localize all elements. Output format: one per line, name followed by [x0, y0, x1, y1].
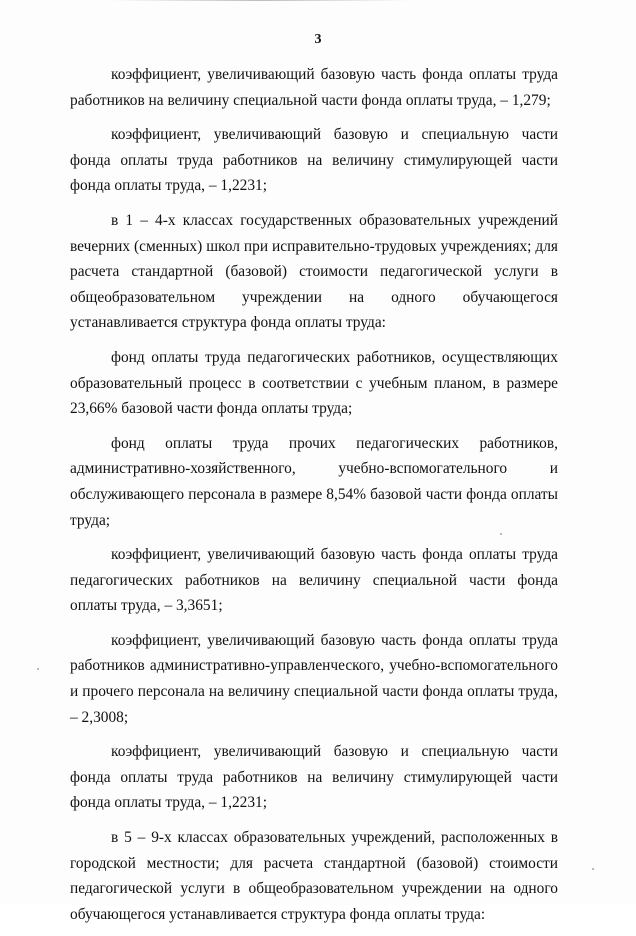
page-number: 3: [314, 32, 322, 47]
document-body: [70, 62, 558, 936]
scan-speck: [500, 533, 502, 535]
paragraph-teaching-staff-fund: фонд оплаты труда педагогических работников, осуществляющих образовательный процесс в соответствии с учебным планом, в размере 23,66% базовой части фонда оплаты труда;: [70, 348, 558, 418]
scan-speck: [592, 868, 594, 870]
paragraph-coefficient-admin-special: коэффициент, увеличивающий базовую часть фонда оплаты труда работников административно-управленческого, учебно-вспомогательного и прочего персонала на величину специальной части фонда оплаты труда, – 2,3008;: [70, 631, 558, 726]
paragraph-other-staff-fund: фонд оплаты труда прочих педагогических работников, административно-хозяйственного, учебно-вспомогательного и обслуживающего персонала в размере 8,54% базовой части фонда оплаты труда;: [70, 434, 558, 529]
paragraph-grades-5-9-urban: в 5 – 9-х классах образовательных учреждений, расположенных в городской местности; для расчета стандартной (базовой) стоимости педагогической услуги в общеобразовательном учреждении на одного обучающегося устанавливается структура фонда оплаты труда:: [70, 829, 558, 923]
paragraph-coefficient-stimulating: коэффициент, увеличивающий базовую и специальную части фонда оплаты труда работников на величину стимулирующей части фонда оплаты труда, – 1,2231;: [70, 126, 558, 195]
paragraph-grades-1-4-evening-schools: в 1 – 4-х классах государственных образовательных учреждений вечерних (сменных) школ при исправительно-трудовых учреждениях; для расчета стандартной (базовой) стоимости педагогической услуги в общеобразовательном учреждении на одного обучающегося устанавливается структура фонда оплаты труда:: [70, 211, 558, 332]
scan-speck: [37, 668, 39, 670]
paragraph-coefficient-teaching-special: коэффициент, увеличивающий базовую часть фонда оплаты труда педагогических работников на величину специальной части фонда оплаты труда, – 3,3651;: [70, 546, 558, 615]
scan-edge: [110, 0, 410, 1]
paragraph-coefficient-stimulating-2: коэффициент, увеличивающий базовую и специальную части фонда оплаты труда работников на величину стимулирующей части фонда оплаты труда, – 1,2231;: [70, 743, 558, 812]
paragraph-coefficient-special: коэффициент, увеличивающий базовую часть фонда оплаты труда работников на величину специальной части фонда оплаты труда, – 1,279;: [70, 66, 558, 109]
